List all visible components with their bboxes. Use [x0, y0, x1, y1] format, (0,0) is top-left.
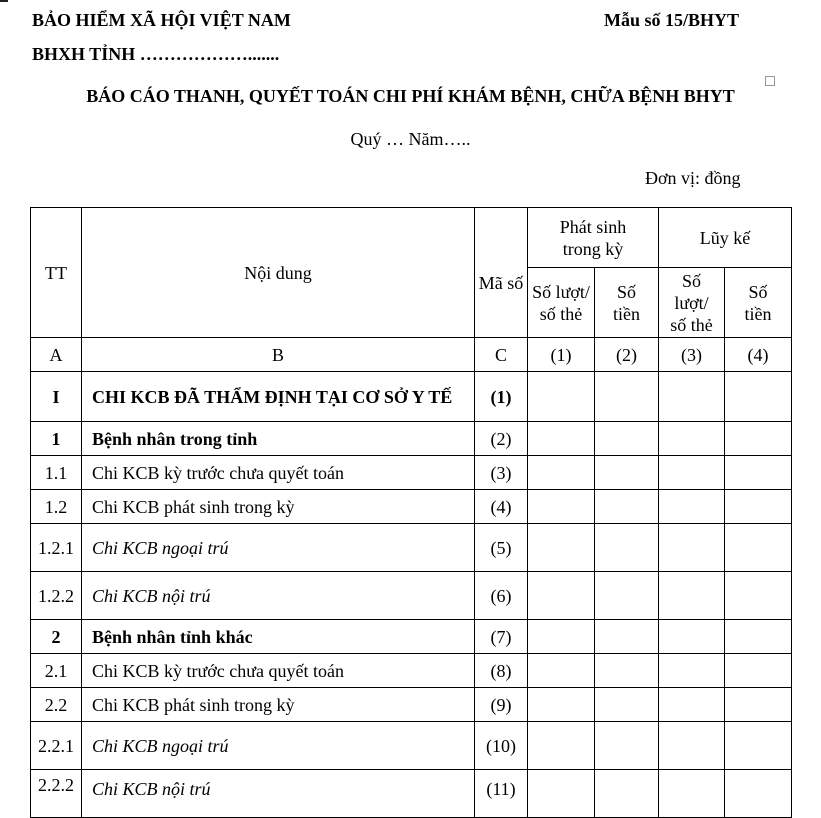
cell-amount-period	[595, 620, 659, 654]
letters-row	[31, 338, 792, 372]
cell-amount-period	[595, 456, 659, 490]
agency-name: BẢO HIỂM XÃ HỘI VIỆT NAM	[32, 10, 291, 30]
row-tt: 1.2	[31, 490, 82, 524]
report-title: BÁO CÁO THANH, QUYẾT TOÁN CHI PHÍ KHÁM BỆNH, CHỮA BỆNH BHYT	[86, 86, 735, 106]
subheader-visits-period: Số lượt/ số thẻ	[528, 268, 595, 338]
cell-amount-cumulative	[725, 422, 792, 456]
row-tt: 2.2.2	[31, 770, 82, 818]
table-row	[31, 770, 792, 818]
row-code: (1)	[475, 372, 528, 422]
cell-visits-period	[528, 490, 595, 524]
cell-visits-cumulative	[659, 688, 725, 722]
row-content: Chi KCB nội trú	[82, 770, 475, 818]
row-code: (5)	[475, 524, 528, 572]
cell-amount-period	[595, 422, 659, 456]
cell-visits-cumulative	[659, 770, 725, 818]
currency-unit: Đơn vị: đồng	[645, 168, 741, 188]
table-row	[31, 620, 792, 654]
cell-visits-period	[528, 524, 595, 572]
row-code: (11)	[475, 770, 528, 818]
cell-amount-cumulative	[725, 770, 792, 818]
row-content: Chi KCB kỳ trước chưa quyết toán	[82, 654, 475, 688]
form-number: Mẫu số 15/BHYT	[604, 10, 740, 30]
row-tt: 1.2.2	[31, 572, 82, 620]
row-code: (2)	[475, 422, 528, 456]
row-tt: 1.1	[31, 456, 82, 490]
group-header-cumulative: Lũy kế	[659, 208, 792, 268]
row-tt: 2.2.1	[31, 722, 82, 770]
cell-amount-cumulative	[725, 620, 792, 654]
row-tt: 1.2.1	[31, 524, 82, 572]
cell-amount-cumulative	[725, 688, 792, 722]
row-code: (4)	[475, 490, 528, 524]
table-row	[31, 524, 792, 572]
row-code: (6)	[475, 572, 528, 620]
cell-visits-cumulative	[659, 456, 725, 490]
cell-amount-period	[595, 490, 659, 524]
cell-amount-cumulative	[725, 490, 792, 524]
col-header-content: Nội dung	[82, 208, 475, 338]
table-row	[31, 490, 792, 524]
report-period: Quý … Năm…..	[350, 129, 471, 149]
cell-visits-cumulative	[659, 722, 725, 770]
table-row	[31, 722, 792, 770]
cell-visits-cumulative	[659, 372, 725, 422]
cell-visits-period	[528, 654, 595, 688]
cell-visits-period	[528, 422, 595, 456]
group-header-period: Phát sinh trong kỳ	[528, 208, 659, 268]
cell-visits-period	[528, 620, 595, 654]
col-header-code: Mã số	[475, 208, 528, 338]
row-content: Bệnh nhân tỉnh khác	[82, 620, 475, 654]
letter-cell: (4)	[725, 338, 792, 372]
cell-visits-period	[528, 456, 595, 490]
table-row	[31, 654, 792, 688]
cell-amount-period	[595, 524, 659, 572]
cell-visits-period	[528, 572, 595, 620]
row-content: Chi KCB kỳ trước chưa quyết toán	[82, 456, 475, 490]
row-code: (9)	[475, 688, 528, 722]
checkbox-icon	[765, 76, 775, 86]
cell-visits-cumulative	[659, 620, 725, 654]
cell-amount-period	[595, 770, 659, 818]
table-row	[31, 456, 792, 490]
subheader-visits-cumulative: Số lượt/ số thẻ	[659, 268, 725, 338]
row-tt: 2.2	[31, 688, 82, 722]
cell-visits-period	[528, 688, 595, 722]
cell-amount-period	[595, 654, 659, 688]
cell-amount-cumulative	[725, 372, 792, 422]
table-row	[31, 372, 792, 422]
letter-cell: (2)	[595, 338, 659, 372]
cell-visits-cumulative	[659, 572, 725, 620]
subheader-amount-cumulative: Số tiền	[725, 268, 792, 338]
province-branch: BHXH TỈNH ……………….......	[32, 44, 280, 64]
table-row	[31, 422, 792, 456]
table-row	[31, 688, 792, 722]
row-content: Chi KCB ngoại trú	[82, 722, 475, 770]
cell-amount-cumulative	[725, 524, 792, 572]
cell-amount-cumulative	[725, 654, 792, 688]
cell-amount-cumulative	[725, 456, 792, 490]
cell-amount-cumulative	[725, 572, 792, 620]
letter-cell: C	[475, 338, 528, 372]
row-content: Chi KCB ngoại trú	[82, 524, 475, 572]
cell-visits-period	[528, 722, 595, 770]
row-content: Chi KCB phát sinh trong kỳ	[82, 688, 475, 722]
cell-visits-cumulative	[659, 524, 725, 572]
subheader-amount-period: Số tiền	[595, 268, 659, 338]
row-content: Chi KCB phát sinh trong kỳ	[82, 490, 475, 524]
row-code: (3)	[475, 456, 528, 490]
cell-visits-cumulative	[659, 490, 725, 524]
row-tt: 2.1	[31, 654, 82, 688]
col-header-tt: TT	[31, 208, 82, 338]
letter-cell: (3)	[659, 338, 725, 372]
letter-cell: B	[82, 338, 475, 372]
row-code: (8)	[475, 654, 528, 688]
cell-amount-period	[595, 722, 659, 770]
letter-cell: (1)	[528, 338, 595, 372]
letter-cell: A	[31, 338, 82, 372]
row-tt: I	[31, 372, 82, 422]
cell-amount-period	[595, 572, 659, 620]
cell-visits-period	[528, 770, 595, 818]
cell-visits-cumulative	[659, 654, 725, 688]
row-tt: 1	[31, 422, 82, 456]
row-content: Chi KCB nội trú	[82, 572, 475, 620]
cell-visits-period	[528, 372, 595, 422]
page-corner-mark	[0, 0, 8, 2]
row-content: CHI KCB ĐÃ THẨM ĐỊNH TẠI CƠ SỞ Y TẾ	[82, 372, 475, 422]
settlement-table	[30, 207, 792, 818]
row-content: Bệnh nhân trong tỉnh	[82, 422, 475, 456]
cell-amount-cumulative	[725, 722, 792, 770]
cell-amount-period	[595, 372, 659, 422]
row-code: (10)	[475, 722, 528, 770]
table-row	[31, 572, 792, 620]
row-tt: 2	[31, 620, 82, 654]
cell-visits-cumulative	[659, 422, 725, 456]
header-row-1	[31, 208, 792, 268]
cell-amount-period	[595, 688, 659, 722]
row-code: (7)	[475, 620, 528, 654]
